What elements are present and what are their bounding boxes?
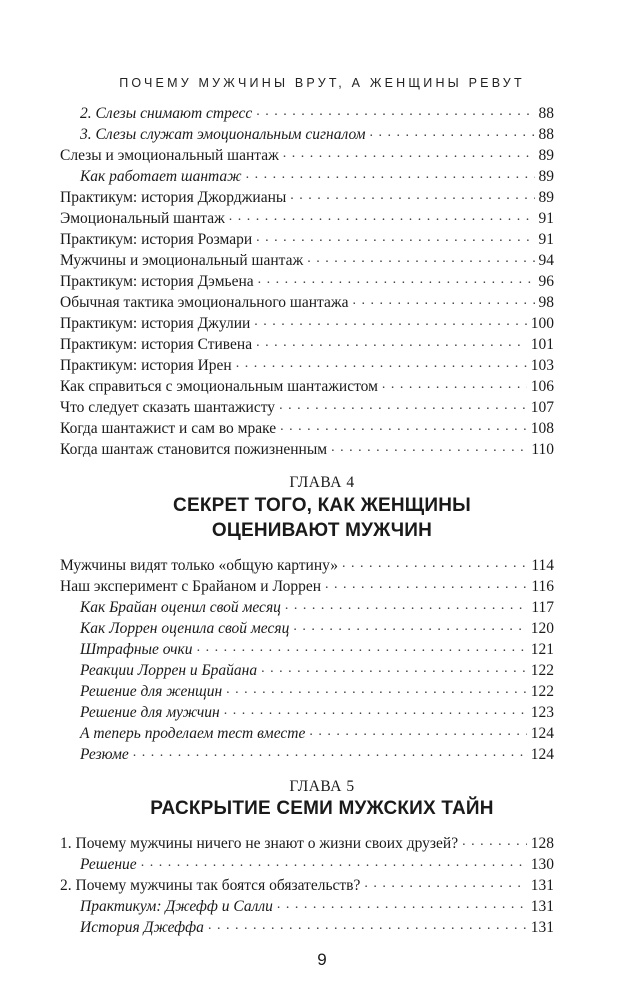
toc-entry [60,419,554,439]
toc-entry-page: 107 [530,399,554,416]
toc-entry-page: 122 [530,662,554,679]
toc-entry-page: 94 [538,252,554,269]
toc-entry [80,897,554,917]
toc-entry-title: Практикум: Джефф и Салли [80,898,273,915]
toc-entry-page: 131 [530,919,554,936]
toc-entry [60,272,554,292]
toc-entry-page: 131 [530,898,554,915]
toc-entry-title: Слезы и эмоциональный шантаж [60,147,279,164]
toc-entry [60,146,554,166]
toc-entry-title: Практикум: история Джорджианы [60,189,287,206]
toc-entry-title: 3. Слезы служат эмоциональным сигналом [80,126,366,143]
toc-entry [60,335,554,355]
toc-entry-page: 120 [530,620,554,637]
toc-entry [60,377,554,397]
toc-entry-page: 103 [530,357,554,374]
toc-entry-title: Решение для мужчин [80,704,220,721]
toc-entry-title: Практикум: история Джулии [60,315,251,332]
toc-entry-page: 101 [530,336,554,353]
toc-entry-page: 91 [538,210,554,227]
toc-entry [80,661,554,681]
toc-entry-title: Решение [80,856,137,873]
toc-entry-title: Практикум: история Ирен [60,357,232,374]
toc-entry-title: История Джеффа [80,919,204,936]
toc-entry-title: Как работает шантаж [80,168,242,185]
toc-entry-page: 96 [538,273,554,290]
toc-entry [80,682,554,702]
toc-entry-title: Практикум: история Дэмьена [60,273,254,290]
chapter-4-title-line1: СЕКРЕТ ТОГО, КАК ЖЕНЩИНЫ [173,495,471,516]
chapter-5-title: РАСКРЫТИЕ СЕМИ МУЖСКИХ ТАЙН [150,798,494,819]
toc-entry-page: 117 [531,599,554,616]
toc-entry-title: Мужчины видят только «общую картину» [60,557,339,574]
toc-entry [80,598,554,618]
toc-entry-page: 106 [530,378,554,395]
page-number: 9 [317,950,327,969]
toc-entry [60,230,554,250]
toc-entry-page: 122 [530,683,554,700]
toc-entry-page: 130 [530,856,554,873]
toc-entry [80,724,554,744]
toc-entry-page: 128 [530,835,554,852]
toc-entry [60,398,554,418]
toc-entry-title: 2. Почему мужчины так боятся обязательств? [60,877,361,894]
toc-entry-title: Реакции Лоррен и Брайана [80,662,258,679]
toc-entry-title: Практикум: история Розмари [60,231,253,248]
toc-entry [60,209,554,229]
toc-entry-page: 100 [530,315,554,332]
toc-entry [60,556,554,576]
toc-entry-title: Когда шантажист и сам во мраке [60,420,277,437]
toc-entry-title: Штрафные очки [80,641,193,658]
toc-entry-title: 1. Почему мужчины ничего не знают о жизни своих друзей? [60,835,459,852]
chapter-4-title-line2: ОЦЕНИВАЮТ МУЖЧИН [211,520,433,541]
toc-entry-page: 89 [538,147,554,164]
toc-entry [80,918,554,938]
toc-entry-page: 108 [530,420,554,437]
toc-entry [60,293,554,313]
toc-entry-title: А теперь проделаем тест вместе [80,725,306,742]
toc-entry-page: 98 [538,294,554,311]
toc-entry-page: 114 [531,557,554,574]
toc-entry-title: Практикум: история Стивена [60,336,253,353]
toc-entry-page: 88 [538,105,554,122]
toc-entry [80,619,554,639]
toc-entry [60,314,554,334]
chapter-5-label: ГЛАВА 5 [289,778,355,795]
toc-entry-page: 123 [530,704,554,721]
toc-entry-page: 91 [538,231,554,248]
toc-entry-title: Что следует сказать шантажисту [60,399,276,416]
toc-entry [80,640,554,660]
chapter-4-label: ГЛАВА 4 [289,474,355,491]
toc-entry-page: 88 [538,126,554,143]
toc-entry-page: 121 [530,641,554,658]
toc-entry-title: Как Брайан оценил свой месяц [80,599,281,616]
toc-entry-title: Резюме [80,746,129,763]
toc-entry [80,745,554,765]
toc-entry-title: Обычная тактика эмоционального шантажа [60,294,349,311]
toc-entry-page: 124 [530,746,554,763]
toc-entry-page: 131 [530,877,554,894]
toc-entry-page: 110 [531,441,554,458]
toc-entry [60,251,554,271]
toc-entry-page: 116 [531,578,554,595]
toc-entry [80,703,554,723]
toc-entry-title: Когда шантаж становится пожизненным [60,441,328,458]
toc-entry-title: Наш эксперимент с Брайаном и Лоррен [60,578,322,595]
toc-entry [60,876,554,896]
toc-entry-page: 124 [530,725,554,742]
toc-entry [60,577,554,597]
toc-entry-page: 89 [538,189,554,206]
toc-entry-title: Мужчины и эмоциональный шантаж [60,252,304,269]
toc-entry [80,167,554,187]
toc-entry-page: 89 [538,168,554,185]
toc-entry [60,356,554,376]
toc-entry [80,125,554,145]
toc-entry [60,188,554,208]
toc-entry-title: Как справиться с эмоциональным шантажистом [60,378,378,395]
toc-entry [60,834,554,854]
toc-entry [80,855,554,875]
toc-entry-title: Как Лоррен оценила свой месяц [80,620,290,637]
toc-entry-title: 2. Слезы снимают стресс [80,105,253,122]
toc-entry [80,104,554,124]
running-head: ПОЧЕМУ МУЖЧИНЫ ВРУТ, А ЖЕНЩИНЫ РЕВУТ [119,76,525,90]
toc-entry [60,440,554,460]
toc-entry-title: Эмоциональный шантаж [60,210,225,227]
toc-entry-title: Решение для женщин [80,683,223,700]
